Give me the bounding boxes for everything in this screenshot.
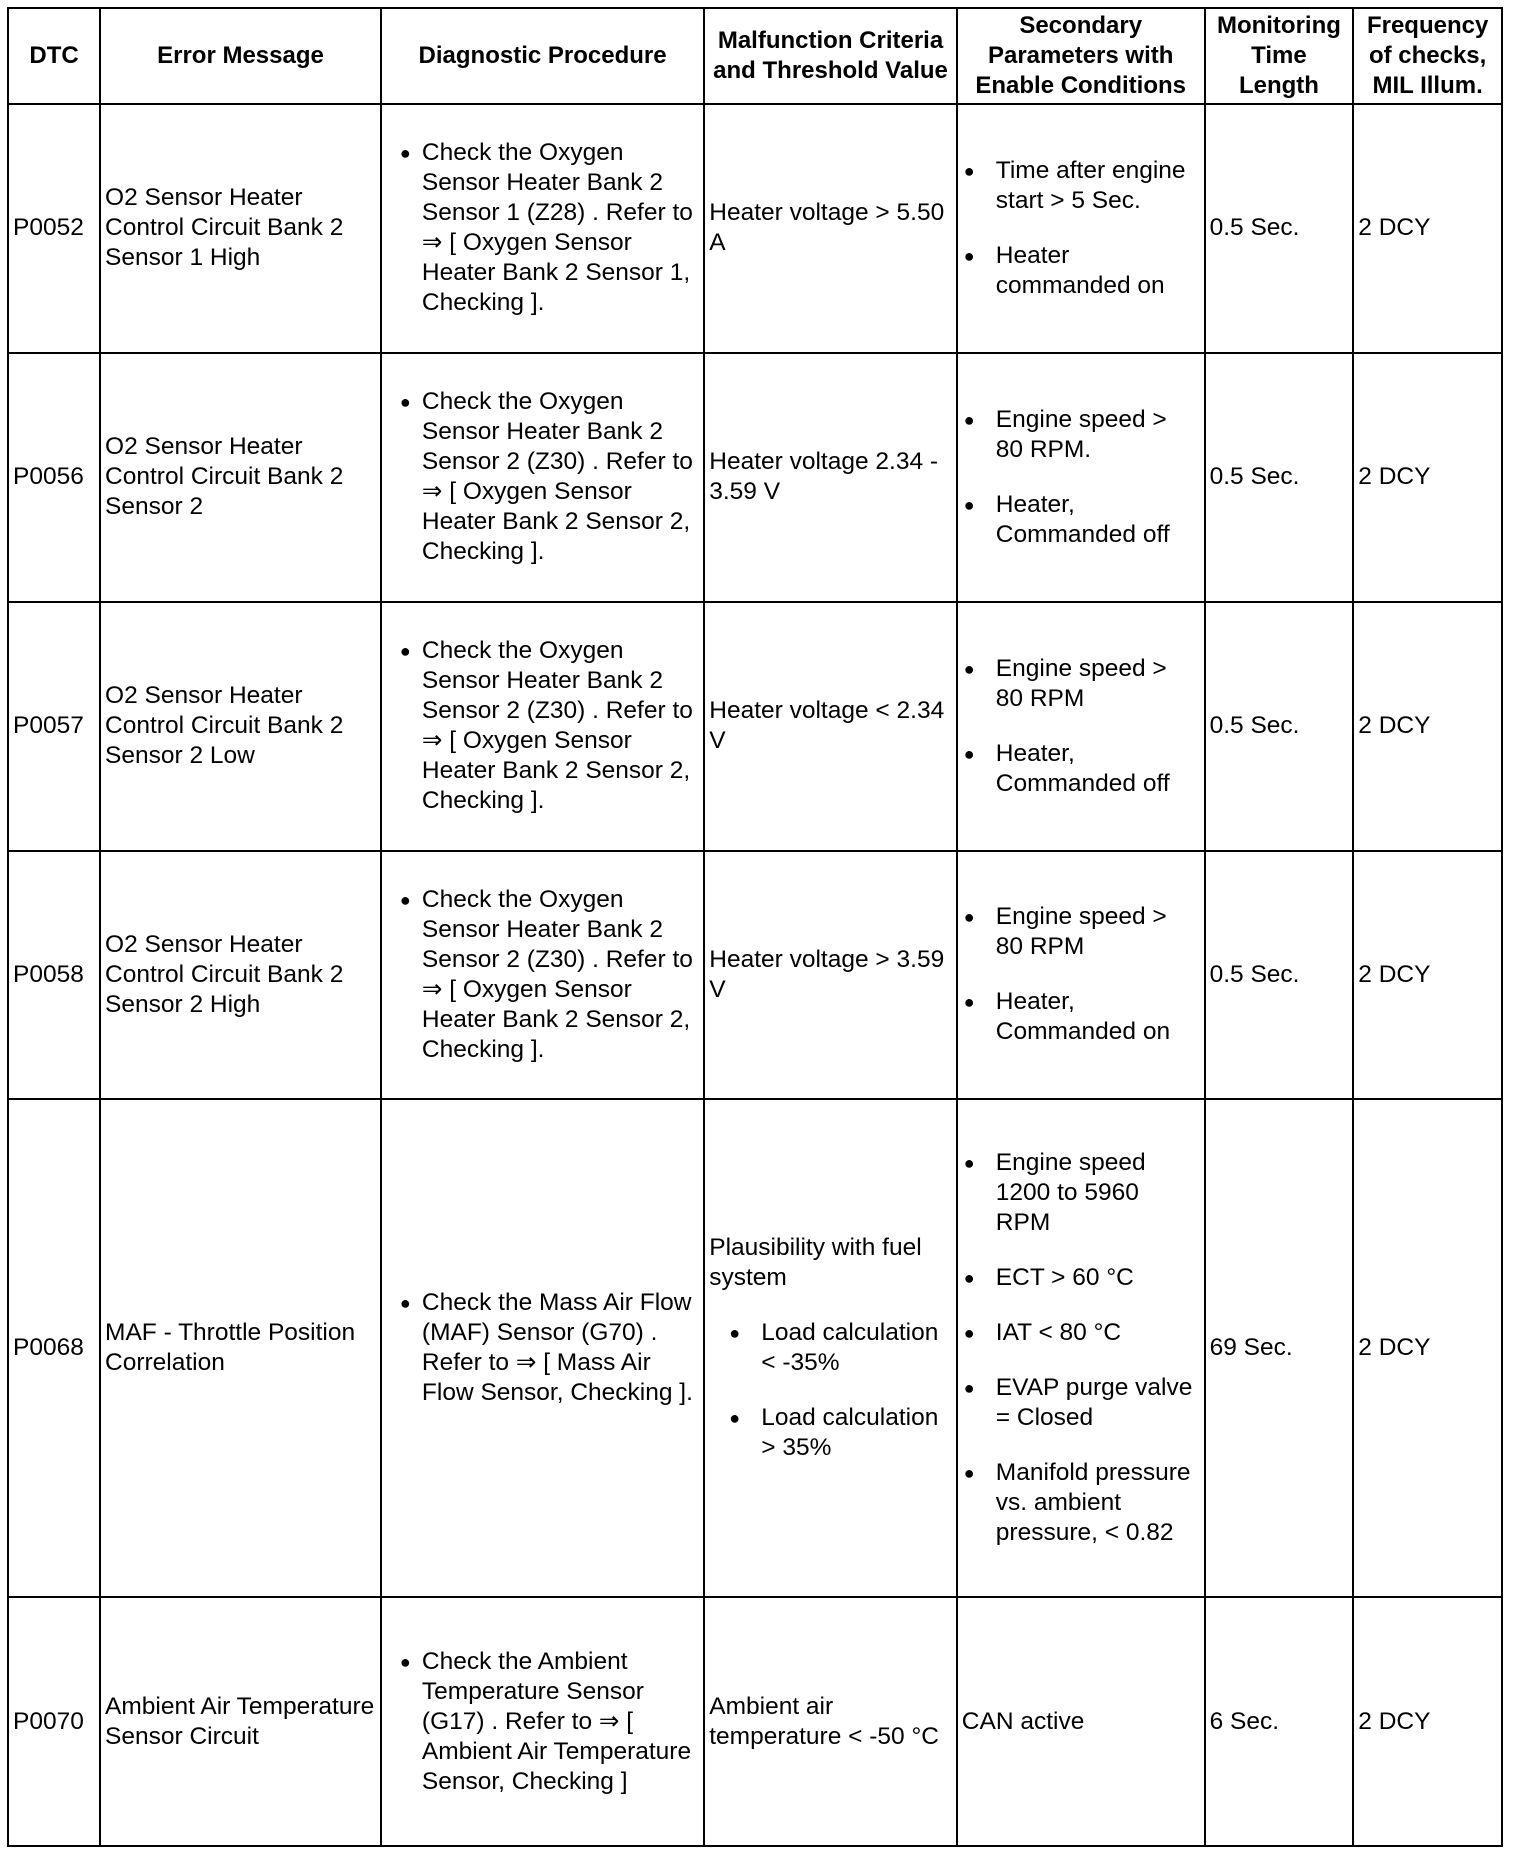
condition-item: ● Heater commanded on [962, 241, 1200, 301]
dtc-code: P0070 [8, 1597, 100, 1846]
condition-item: ● IAT < 80 °C [962, 1318, 1200, 1348]
criteria-text: Heater voltage < 2.34 V [709, 697, 945, 755]
error-message: O2 Sensor Heater Control Circuit Bank 2 Sensor 2 Low [100, 602, 381, 851]
criteria-item: ● Load calculation < -35% [727, 1318, 952, 1378]
table-row [8, 1099, 1502, 1597]
criteria-item: ● Load calculation > 35% [727, 1403, 952, 1463]
monitoring-time: 6 Sec. [1205, 1597, 1354, 1846]
diagnostic-procedure [381, 353, 704, 602]
condition-item: ● Engine speed > 80 RPM [962, 654, 1200, 714]
dtc-code: P0052 [8, 104, 100, 353]
procedure-step: ● Check the Oxygen Sensor Heater Bank 2 Sensor 2 (Z30) . Refer to ⇒ [ Oxygen Sensor Heater Bank 2 Sensor 2, Checking ]. [386, 387, 699, 567]
header-monitoring-time: Monitoring Time Length [1205, 8, 1354, 104]
monitoring-time: 69 Sec. [1205, 1099, 1354, 1597]
check-frequency: 2 DCY [1353, 851, 1502, 1100]
dtc-code: P0068 [8, 1099, 100, 1597]
header-malfunction-criteria: Malfunction Criteria and Threshold Value [704, 8, 957, 104]
procedure-step: ● Check the Oxygen Sensor Heater Bank 2 Sensor 2 (Z30) . Refer to ⇒ [ Oxygen Sensor Heater Bank 2 Sensor 2, Checking ]. [386, 636, 699, 816]
enable-conditions [957, 104, 1205, 353]
header-error-message: Error Message [100, 8, 381, 104]
check-frequency: 2 DCY [1353, 353, 1502, 602]
monitoring-time: 0.5 Sec. [1205, 104, 1354, 353]
criteria-text: Heater voltage > 5.50 A [709, 199, 945, 257]
monitoring-time: 0.5 Sec. [1205, 851, 1354, 1100]
criteria-text: Ambient air temperature < -50 °C [709, 1692, 939, 1750]
condition-item: ● Time after engine start > 5 Sec. [962, 156, 1200, 216]
malfunction-criteria [704, 602, 957, 851]
condition-item: ● Manifold pressure vs. ambient pressure, < 0.82 [962, 1458, 1200, 1548]
malfunction-criteria [704, 1099, 957, 1597]
procedure-step-list [386, 636, 699, 816]
condition-item-list [962, 902, 1200, 1047]
dtc-code: P0056 [8, 353, 100, 602]
check-frequency: 2 DCY [1353, 1597, 1502, 1846]
enable-conditions [957, 851, 1205, 1100]
procedure-step: ● Check the Oxygen Sensor Heater Bank 2 Sensor 1 (Z28) . Refer to ⇒ [ Oxygen Sensor Heater Bank 2 Sensor 1, Checking ]. [386, 138, 699, 318]
header-diagnostic-procedure: Diagnostic Procedure [381, 8, 704, 104]
condition-item-list [962, 156, 1200, 301]
condition-text: CAN active [961, 1707, 1085, 1735]
condition-item: ● Heater, Commanded off [962, 739, 1200, 799]
monitoring-time: 0.5 Sec. [1205, 353, 1354, 602]
criteria-text: Heater voltage 2.34 - 3.59 V [709, 448, 939, 506]
procedure-step-list [386, 1288, 699, 1408]
table-row [8, 1597, 1502, 1846]
table-body [8, 104, 1502, 1846]
diagnostic-procedure [381, 1597, 704, 1846]
diagnostic-procedure [381, 1099, 704, 1597]
enable-conditions [957, 353, 1205, 602]
criteria-text: Plausibility with fuel system [709, 1234, 922, 1292]
procedure-step: ● Check the Mass Air Flow (MAF) Sensor (G70) . Refer to ⇒ [ Mass Air Flow Sensor, Checking ]. [386, 1288, 699, 1408]
monitoring-time: 0.5 Sec. [1205, 602, 1354, 851]
dtc-code: P0057 [8, 602, 100, 851]
error-message: MAF - Throttle Position Correlation [100, 1099, 381, 1597]
dtc-code: P0058 [8, 851, 100, 1100]
procedure-step-list [386, 138, 699, 318]
malfunction-criteria [704, 1597, 957, 1846]
error-message: O2 Sensor Heater Control Circuit Bank 2 Sensor 2 High [100, 851, 381, 1100]
malfunction-criteria [704, 104, 957, 353]
condition-item: ● ECT > 60 °C [962, 1263, 1200, 1293]
error-message: O2 Sensor Heater Control Circuit Bank 2 Sensor 2 [100, 353, 381, 602]
error-message: O2 Sensor Heater Control Circuit Bank 2 Sensor 1 High [100, 104, 381, 353]
condition-item-list [962, 1148, 1200, 1548]
check-frequency: 2 DCY [1353, 1099, 1502, 1597]
check-frequency: 2 DCY [1353, 104, 1502, 353]
criteria-text: Heater voltage > 3.59 V [709, 945, 945, 1003]
enable-conditions [957, 1597, 1205, 1846]
condition-item: ● Engine speed > 80 RPM [962, 902, 1200, 962]
condition-item: ● Heater, Commanded on [962, 987, 1200, 1047]
malfunction-criteria [704, 851, 957, 1100]
table-row [8, 104, 1502, 353]
dtc-table [7, 7, 1503, 1847]
condition-item: ● EVAP purge valve = Closed [962, 1373, 1200, 1433]
diagnostic-procedure [381, 104, 704, 353]
procedure-step-list [386, 1647, 699, 1797]
condition-item-list [962, 654, 1200, 799]
header-frequency: Frequency of checks, MIL Illum. [1353, 8, 1502, 104]
procedure-step: ● Check the Ambient Temperature Sensor (G17) . Refer to ⇒ [ Ambient Air Temperature Sensor, Checking ] [386, 1647, 699, 1797]
check-frequency: 2 DCY [1353, 602, 1502, 851]
error-message: Ambient Air Temperature Sensor Circuit [100, 1597, 381, 1846]
malfunction-criteria [704, 353, 957, 602]
header-secondary-parameters: Secondary Parameters with Enable Conditions [957, 8, 1205, 104]
procedure-step-list [386, 885, 699, 1065]
table-row [8, 602, 1502, 851]
condition-item: ● Heater, Commanded off [962, 490, 1200, 550]
condition-item: ● Engine speed 1200 to 5960 RPM [962, 1148, 1200, 1238]
diagnostic-procedure [381, 851, 704, 1100]
header-row [8, 8, 1502, 104]
condition-item-list [962, 405, 1200, 550]
procedure-step-list [386, 387, 699, 567]
enable-conditions [957, 1099, 1205, 1597]
procedure-step: ● Check the Oxygen Sensor Heater Bank 2 Sensor 2 (Z30) . Refer to ⇒ [ Oxygen Sensor Heater Bank 2 Sensor 2, Checking ]. [386, 885, 699, 1065]
diagnostic-procedure [381, 602, 704, 851]
condition-item: ● Engine speed > 80 RPM. [962, 405, 1200, 465]
header-dtc: DTC [8, 8, 100, 104]
enable-conditions [957, 602, 1205, 851]
table-row [8, 353, 1502, 602]
table-row [8, 851, 1502, 1100]
criteria-item-list [709, 1318, 952, 1463]
